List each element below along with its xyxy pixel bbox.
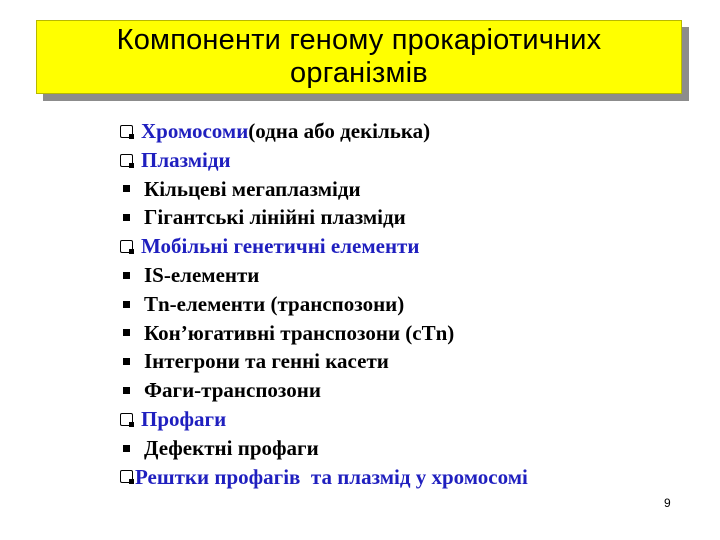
- item-suffix: (одна або декілька): [248, 119, 431, 143]
- list-item: [120, 146, 710, 175]
- list-item: [120, 319, 710, 348]
- list-item: [120, 376, 710, 405]
- list-item: [120, 405, 710, 434]
- checkbox-bullet-icon: [120, 470, 133, 483]
- item-label: Дефектні профаги: [144, 435, 319, 460]
- square-bullet-icon: [123, 214, 130, 221]
- item-label: Інтегрони та генні касети: [144, 349, 389, 374]
- item-label: Профаги: [141, 406, 227, 431]
- list-item: [120, 347, 710, 376]
- square-bullet-icon: [123, 329, 130, 336]
- square-bullet-icon: [123, 445, 130, 452]
- item-label: Гігантські лінійні плазміди: [144, 205, 406, 230]
- list-item: [120, 175, 710, 204]
- item-label: Рештки профагів та плазмід у хромосомі: [135, 464, 528, 489]
- item-label: Хромосоми: [141, 119, 249, 143]
- item-label: Мобільні генетичні елементи: [141, 234, 420, 259]
- item-label: Кільцеві мегаплазміди: [144, 176, 361, 201]
- page-title: Компоненти геному прокаріотичних організмів: [116, 24, 602, 89]
- square-bullet-icon: [123, 185, 130, 192]
- list-item: [120, 290, 710, 319]
- item-label: Плазміди: [141, 147, 231, 172]
- list-item: [120, 203, 710, 232]
- square-bullet-icon: [123, 301, 130, 308]
- list-item: [120, 434, 710, 463]
- square-bullet-icon: [123, 387, 130, 394]
- item-label: Tn-елементи (транспозони): [144, 291, 405, 316]
- square-bullet-icon: [123, 272, 130, 279]
- square-bullet-icon: [123, 358, 130, 365]
- checkbox-bullet-icon: [120, 413, 133, 426]
- list-item: [120, 232, 710, 261]
- list-item: [120, 261, 710, 290]
- list-item: [120, 463, 710, 492]
- checkbox-bullet-icon: [120, 240, 133, 253]
- bullet-list: [120, 117, 710, 491]
- item-label: IS-елементи: [144, 262, 260, 287]
- item-label: Фаги-транспозони: [144, 378, 321, 403]
- checkbox-bullet-icon: [120, 154, 133, 167]
- item-label: Кон’югативні транспозони (cTn): [144, 320, 455, 345]
- checkbox-bullet-icon: [120, 125, 133, 138]
- page-number: 9: [664, 496, 671, 510]
- title-banner: [36, 20, 682, 94]
- list-item: [120, 117, 710, 146]
